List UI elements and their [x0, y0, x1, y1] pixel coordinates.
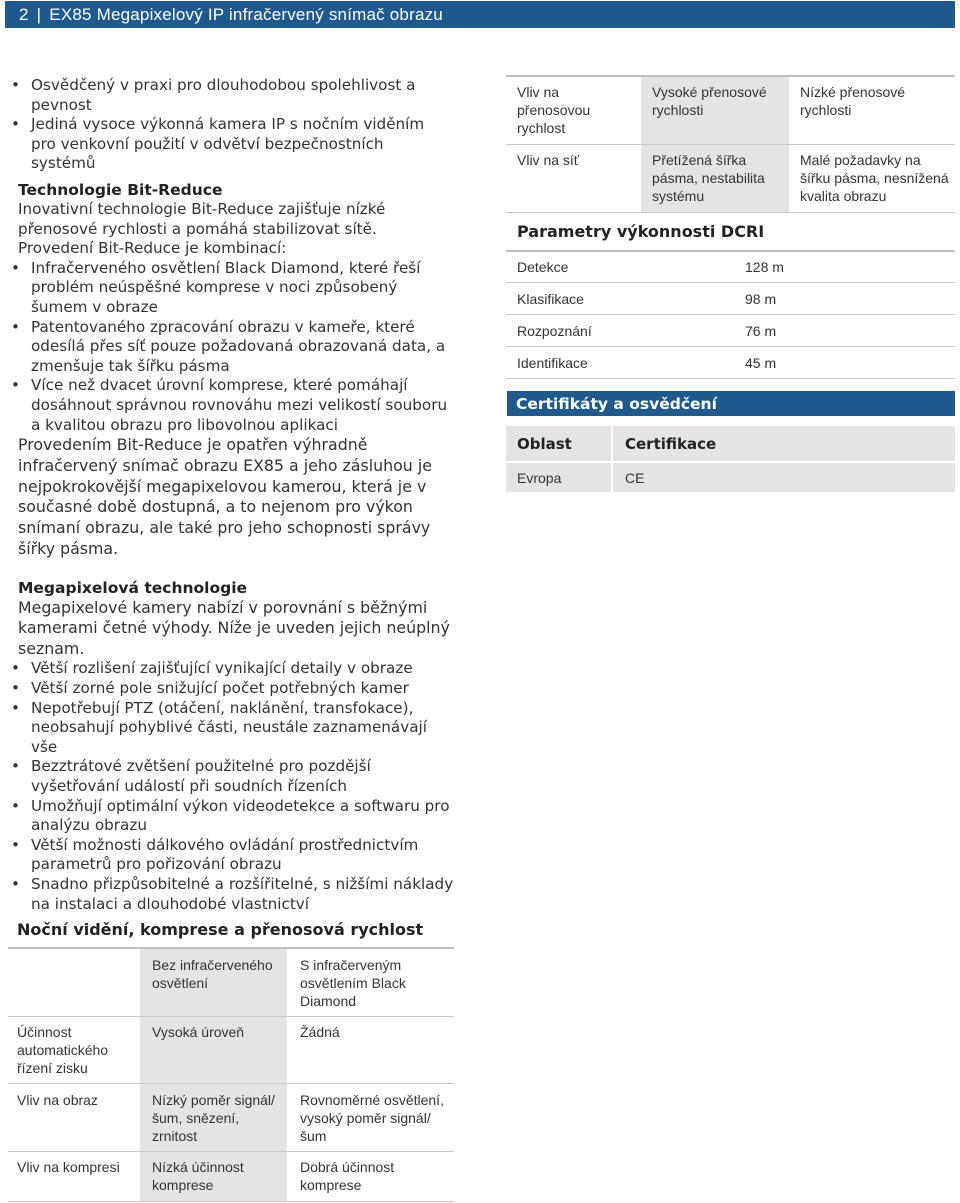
- list-item: • Nepotřebují PTZ (otáčení, naklánění, transfokace), neobsahují pohyblivé části, neustále zaznamenávají vše: [0, 699, 458, 758]
- table-rule: [8, 1083, 454, 1084]
- list-item: • Jediná vysoce výkonná kamera IP s nočním viděním pro venkovní použití v odvětví bezpečnostních systémů: [0, 115, 458, 174]
- table-col-header: S infračerveným osvětlením Black Diamond: [300, 957, 406, 1009]
- table-cell: Přetížená šířka pásma, nestabilita systému: [652, 152, 765, 204]
- table-row-label: Účinnost automatického řízení zisku: [17, 1024, 109, 1076]
- table-row-label: Rozpoznání: [517, 323, 592, 339]
- table-rule: [506, 282, 955, 283]
- night-table-heading: Noční vidění, komprese a přenosová rychlost: [17, 920, 424, 939]
- header-separator: |: [36, 4, 42, 24]
- table-row-label: Identifikace: [517, 355, 588, 371]
- dcri-heading: Parametry výkonnosti DCRI: [517, 222, 765, 241]
- megapixel-intro: Megapixelové kamery nabízí v porovnání s běžnými kamerami četné výhody. Níže je uveden jejich neúplný seznam.: [18, 597, 450, 658]
- table-cell: Vysoké přenosové rychlosti: [652, 84, 767, 118]
- list-item: • Více než dvacet úrovní komprese, které pomáhají dosáhnout správnou rovnováhu mezi velikostí souboru a kvalitou obrazu pro libovolnou aplikaci: [0, 376, 458, 435]
- table-rule: [506, 250, 955, 252]
- table-row-label: Vliv na obraz: [17, 1092, 98, 1108]
- table-cell: Nízký poměr signál/šum, snězení, zrnitost: [152, 1092, 275, 1144]
- table-cell: Nízké přenosové rychlosti: [800, 84, 906, 118]
- table-rule: [506, 212, 955, 213]
- table-row-label: Vliv na síť: [517, 152, 580, 168]
- table-row-label: Vliv na kompresi: [17, 1159, 120, 1175]
- list-item: • Infračerveného osvětlení Black Diamond, které řeší problém neúspěšné komprese v noci způsobený šumem v obraze: [0, 259, 458, 318]
- table-rule: [8, 1201, 454, 1202]
- table-rule: [506, 346, 955, 347]
- table-cell: Rovnoměrné osvětlení, vysoký poměr signál/šum: [300, 1092, 444, 1144]
- list-item: • Snadno přizpůsobitelné a rozšířitelné, s nižšími náklady na instalaci a dlouhodobé vlastnictví: [0, 875, 458, 914]
- table-col-divider: [611, 426, 613, 492]
- table-cell: 76 m: [745, 323, 777, 339]
- table-col-header: Oblast: [517, 435, 572, 453]
- table-row-label: Detekce: [517, 259, 569, 275]
- table-cell: Nízká účinnost komprese: [152, 1159, 244, 1193]
- bitreduce-heading: Technologie Bit-Reduce: [18, 180, 223, 199]
- cert-heading: Certifikáty a osvědčení: [507, 391, 955, 416]
- table-cell: Vysoká úroveň: [152, 1024, 245, 1040]
- table-cell: 45 m: [745, 355, 777, 371]
- megapixel-heading: Megapixelová technologie: [18, 578, 248, 597]
- megapixel-bullet-list: [0, 659, 458, 914]
- table-rule: [506, 314, 955, 315]
- list-item: • Patentovaného zpracování obrazu v kameře, které odesílá přes síť pouze požadovaná obrazovaná data, a zmenšuje tak šířku pásma: [0, 318, 458, 377]
- page-header: [5, 1, 955, 28]
- intro-bullet-list: [0, 76, 458, 174]
- table-rule: [8, 1151, 454, 1152]
- table-rule: [506, 461, 955, 463]
- document-title: EX85 Megapixelový IP infračervený snímač obrazu: [49, 4, 443, 24]
- table-cell: CE: [625, 470, 645, 486]
- list-item: • Bezztrátové zvětšení použitelné pro pozdější vyšetřování událostí při soudních řízeních: [0, 757, 458, 796]
- table-row-label: Vliv na přenosovou rychlost: [517, 84, 591, 136]
- bitreduce-bullet-list: [0, 259, 458, 435]
- table-rule: [506, 378, 955, 379]
- list-item: • Větší možnosti dálkového ovládání prostřednictvím parametrů pro pořizování obrazu: [0, 836, 458, 875]
- table-cell: 128 m: [745, 259, 784, 275]
- table-row-label: Klasifikace: [517, 291, 584, 307]
- table-rule: [506, 144, 955, 145]
- bitreduce-conclusion: Provedením Bit-Reduce je opatřen výhradně infračervený snímač obrazu EX85 a jeho zásluhou je nejpokrokovější megapixelovou kamerou, která je v současné době dostupná, a to nejenom pro výkon snímaní obrazu, ale také pro jeho schopnosti správy šířky pásma.: [18, 435, 432, 559]
- table-cell: Evropa: [517, 470, 562, 486]
- left-column: [18, 76, 458, 914]
- list-item: • Větší zorné pole snižující počet potřebných kamer: [0, 679, 458, 699]
- table-gray-bg: [506, 426, 955, 492]
- table-cell: Dobrá účinnost komprese: [300, 1159, 395, 1193]
- table-cell: Malé požadavky na šířku pásma, nesnížená kvalita obrazu: [800, 152, 949, 204]
- list-item: • Umožňují optimální výkon videodetekce a softwaru pro analýzu obrazu: [0, 797, 458, 836]
- table-col-header: Certifikace: [625, 435, 717, 453]
- page-number: 2: [19, 4, 29, 24]
- list-item: • Osvědčený v praxi pro dlouhodobou spolehlivost a pevnost: [0, 76, 458, 115]
- table-cell: 98 m: [745, 291, 777, 307]
- table-col-header: Bez infračerveného osvětlení: [152, 957, 273, 991]
- bitreduce-intro: Inovativní technologie Bit-Reduce zajišťuje nízké přenosové rychlosti a pomáhá stabilizovat sítě. Provedení Bit-Reduce je kombinací:: [18, 199, 386, 258]
- table-rule: [8, 1016, 454, 1017]
- list-item: • Větší rozlišení zajišťující vynikající detaily v obraze: [0, 659, 458, 679]
- table-cell: Žádná: [300, 1024, 340, 1040]
